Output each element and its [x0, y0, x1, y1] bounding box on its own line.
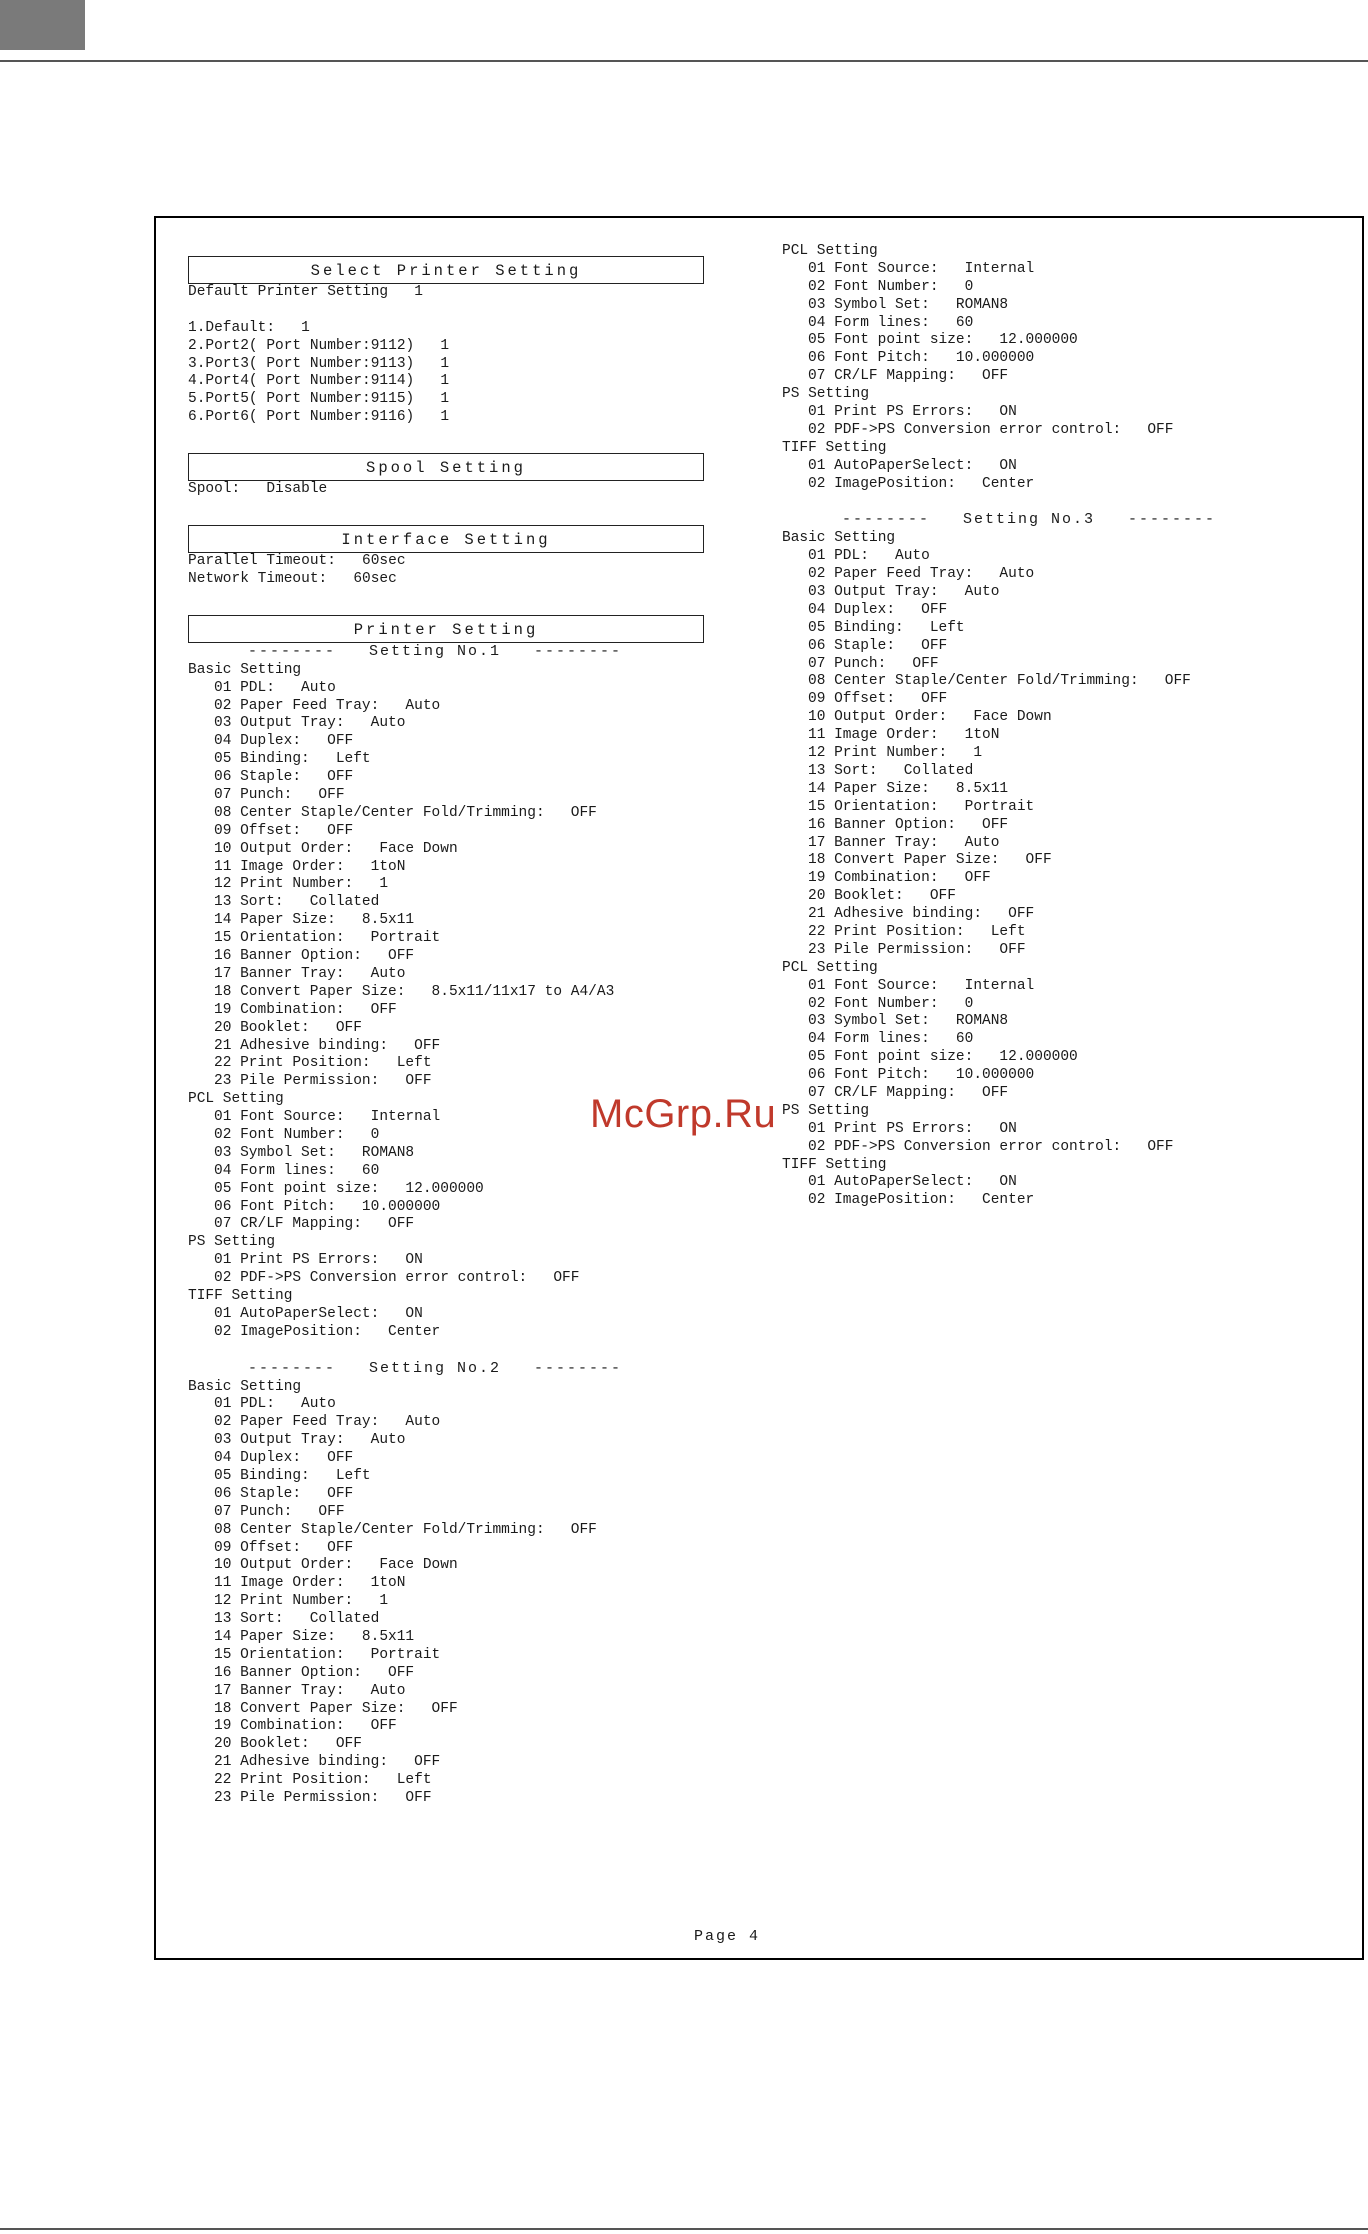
- setting-line: 01 Print PS Errors: ON: [808, 404, 1017, 421]
- setting-line: 02 Font Number: 0: [214, 1126, 380, 1143]
- ps-setting-label: PS Setting: [188, 1234, 276, 1251]
- setting-line: 07 CR/LF Mapping: OFF: [808, 368, 1009, 385]
- setting3-pcl-list: [782, 978, 1342, 1103]
- setting-line: 03 Output Tray: Auto: [214, 1432, 406, 1449]
- setting-line: 04 Form lines: 60: [808, 314, 974, 331]
- left-column: [188, 256, 748, 1808]
- setting-line: 18 Convert Paper Size: 8.5x11/11x17 to A4/A3: [214, 983, 615, 1000]
- setting-line: 20 Booklet: OFF: [214, 1736, 362, 1753]
- setting-line: 07 Punch: OFF: [214, 1503, 345, 1520]
- setting-line: 05 Binding: Left: [808, 619, 965, 636]
- setting-line: 2.Port2( Port Number:9112) 1: [188, 337, 450, 354]
- setting-line: 04 Duplex: OFF: [214, 1450, 354, 1467]
- right-column: [782, 243, 1342, 1210]
- setting-line: 02 Paper Feed Tray: Auto: [808, 566, 1035, 583]
- setting-line: 07 Punch: OFF: [214, 787, 345, 804]
- setting-line: 06 Staple: OFF: [214, 1485, 354, 1502]
- setting-line: 07 CR/LF Mapping: OFF: [808, 1084, 1009, 1101]
- setting2-tiff-list: [782, 458, 1342, 494]
- setting-line: 06 Font Pitch: 10.000000: [214, 1198, 441, 1215]
- printer-setting-title: Printer Setting: [188, 615, 704, 643]
- watermark-text: McGrp.Ru: [590, 1092, 777, 1136]
- tiff-setting-label: TIFF Setting: [188, 1287, 293, 1304]
- ps-setting-label: PS Setting: [782, 1102, 870, 1119]
- setting-line: 3.Port3( Port Number:9113) 1: [188, 355, 450, 372]
- setting-no-2-heading: -------- Setting No.2 --------: [248, 1359, 623, 1377]
- setting-line: 10 Output Order: Face Down: [214, 840, 458, 857]
- setting-no-1-heading: -------- Setting No.1 --------: [248, 642, 623, 660]
- setting-line: 20 Booklet: OFF: [808, 888, 956, 905]
- setting2-ps-list: [782, 404, 1342, 440]
- basic-setting-label: Basic Setting: [188, 1378, 302, 1395]
- setting-line: 6.Port6( Port Number:9116) 1: [188, 409, 450, 426]
- setting-line: 17 Banner Tray: Auto: [808, 834, 1000, 851]
- setting-line: 02 PDF->PS Conversion error control: OFF: [214, 1270, 580, 1287]
- setting-line: 12 Print Number: 1: [214, 876, 389, 893]
- setting-line: 02 ImagePosition: Center: [214, 1323, 441, 1340]
- setting-line: 11 Image Order: 1toN: [214, 858, 406, 875]
- setting-line: 21 Adhesive binding: OFF: [214, 1754, 441, 1771]
- setting-line: 06 Font Pitch: 10.000000: [808, 1067, 1035, 1084]
- setting-line: 04 Form lines: 60: [808, 1031, 974, 1048]
- setting-line: 18 Convert Paper Size: OFF: [808, 852, 1052, 869]
- setting-line: 16 Banner Option: OFF: [214, 1664, 415, 1681]
- pcl-setting-label: PCL Setting: [782, 243, 878, 259]
- setting-line: 02 PDF->PS Conversion error control: OFF: [808, 1138, 1174, 1155]
- setting-line: 01 AutoPaperSelect: ON: [214, 1305, 423, 1322]
- setting-line: 13 Sort: Collated: [214, 894, 380, 911]
- setting-line: 04 Duplex: OFF: [214, 733, 354, 750]
- setting-line: 16 Banner Option: OFF: [808, 816, 1009, 833]
- setting-line: 06 Staple: OFF: [214, 769, 354, 786]
- setting-line: 15 Orientation: Portrait: [214, 1646, 441, 1663]
- setting-line: 18 Convert Paper Size: OFF: [214, 1700, 458, 1717]
- setting-line: 01 Font Source: Internal: [808, 260, 1035, 277]
- setting-line: 06 Staple: OFF: [808, 637, 948, 654]
- setting-line: 06 Font Pitch: 10.000000: [808, 350, 1035, 367]
- setting-line: 01 PDL: Auto: [808, 548, 930, 565]
- setting-line: 03 Symbol Set: ROMAN8: [808, 1013, 1009, 1030]
- setting-line: 08 Center Staple/Center Fold/Trimming: OFF: [214, 1521, 597, 1538]
- setting-line: 21 Adhesive binding: OFF: [808, 906, 1035, 923]
- setting-line: 13 Sort: Collated: [214, 1611, 380, 1628]
- setting-line: 02 Font Number: 0: [808, 278, 974, 295]
- setting1-basic-list: [188, 680, 748, 1091]
- setting-line: 22 Print Position: Left: [214, 1772, 432, 1789]
- port-list: [188, 320, 748, 427]
- setting-line: 22 Print Position: Left: [808, 923, 1026, 940]
- setting-line: 23 Pile Permission: OFF: [214, 1073, 432, 1090]
- setting-line: 23 Pile Permission: OFF: [808, 941, 1026, 958]
- setting-line: 01 Print PS Errors: ON: [214, 1252, 423, 1269]
- setting1-tiff-list: [188, 1306, 748, 1342]
- setting3-ps-list: [782, 1121, 1342, 1157]
- setting-line: 19 Combination: OFF: [214, 1001, 397, 1018]
- setting-line: 08 Center Staple/Center Fold/Trimming: OFF: [808, 673, 1191, 690]
- setting-line: 1.Default: 1: [188, 319, 310, 336]
- setting-line: 01 PDL: Auto: [214, 679, 336, 696]
- setting-line: 01 AutoPaperSelect: ON: [808, 1174, 1017, 1191]
- interface-title: Interface Setting: [188, 525, 704, 553]
- setting-line: 09 Offset: OFF: [214, 1539, 354, 1556]
- setting-line: 12 Print Number: 1: [214, 1593, 389, 1610]
- basic-setting-label: Basic Setting: [782, 530, 896, 547]
- setting-line: 05 Binding: Left: [214, 1467, 371, 1484]
- spool-value: Spool: Disable: [188, 481, 328, 498]
- ps-setting-label: PS Setting: [782, 386, 870, 403]
- setting-line: 07 CR/LF Mapping: OFF: [214, 1216, 415, 1233]
- setting-line: 11 Image Order: 1toN: [808, 727, 1000, 744]
- setting-line: 05 Binding: Left: [214, 751, 371, 768]
- default-printer-setting: Default Printer Setting 1: [188, 284, 423, 300]
- setting-line: 05 Font point size: 12.000000: [808, 1049, 1078, 1066]
- setting-line: 05 Font point size: 12.000000: [808, 332, 1078, 349]
- setting-line: 13 Sort: Collated: [808, 762, 974, 779]
- setting-line: 16 Banner Option: OFF: [214, 948, 415, 965]
- corner-tab: [0, 0, 85, 50]
- parallel-timeout: Parallel Timeout: 60sec: [188, 553, 406, 570]
- setting-line: 02 Paper Feed Tray: Auto: [214, 1414, 441, 1431]
- setting-line: 09 Offset: OFF: [808, 691, 948, 708]
- setting-line: 01 Print PS Errors: ON: [808, 1120, 1017, 1137]
- setting-line: 02 ImagePosition: Center: [808, 475, 1035, 492]
- setting-line: 14 Paper Size: 8.5x11: [214, 1629, 415, 1645]
- network-timeout: Network Timeout: 60sec: [188, 570, 397, 587]
- setting-line: 17 Banner Tray: Auto: [214, 1682, 406, 1699]
- setting-line: 01 PDL: Auto: [214, 1396, 336, 1413]
- tiff-setting-label: TIFF Setting: [782, 439, 887, 456]
- setting-line: 5.Port5( Port Number:9115) 1: [188, 391, 450, 408]
- select-printer-title: Select Printer Setting: [188, 256, 704, 284]
- setting-line: 14 Paper Size: 8.5x11: [808, 780, 1009, 797]
- setting-line: 04 Duplex: OFF: [808, 601, 948, 618]
- bottom-rule: [0, 2228, 1368, 2230]
- setting-line: 4.Port4( Port Number:9114) 1: [188, 373, 450, 390]
- setting-line: 08 Center Staple/Center Fold/Trimming: OFF: [214, 804, 597, 821]
- setting-line: 04 Form lines: 60: [214, 1162, 380, 1179]
- top-rule: [0, 60, 1368, 62]
- setting-line: 11 Image Order: 1toN: [214, 1575, 406, 1592]
- setting-line: 09 Offset: OFF: [214, 822, 354, 839]
- setting-line: 07 Punch: OFF: [808, 655, 939, 672]
- setting1-ps-list: [188, 1252, 748, 1288]
- setting-line: 10 Output Order: Face Down: [808, 709, 1052, 726]
- setting-line: 12 Print Number: 1: [808, 745, 983, 762]
- page-number: Page 4: [694, 1928, 761, 1945]
- setting-line: 23 Pile Permission: OFF: [214, 1790, 432, 1807]
- setting-line: 21 Adhesive binding: OFF: [214, 1037, 441, 1054]
- setting-line: 14 Paper Size: 8.5x11: [214, 912, 415, 929]
- setting-line: 01 AutoPaperSelect: ON: [808, 457, 1017, 474]
- setting-line: 15 Orientation: Portrait: [214, 930, 441, 947]
- spool-title: Spool Setting: [188, 453, 704, 481]
- basic-setting-label: Basic Setting: [188, 661, 302, 678]
- pcl-setting-label: PCL Setting: [188, 1091, 284, 1108]
- setting-line: 01 Font Source: Internal: [214, 1109, 441, 1126]
- setting-line: 02 ImagePosition: Center: [808, 1192, 1035, 1209]
- tiff-setting-label: TIFF Setting: [782, 1156, 887, 1173]
- setting2-pcl-list: [782, 261, 1342, 386]
- pcl-setting-label: PCL Setting: [782, 959, 878, 976]
- setting-line: 02 PDF->PS Conversion error control: OFF: [808, 421, 1174, 438]
- setting-line: 03 Symbol Set: ROMAN8: [808, 296, 1009, 313]
- setting-line: 01 Font Source: Internal: [808, 977, 1035, 994]
- setting-line: 03 Output Tray: Auto: [214, 715, 406, 732]
- setting-line: 15 Orientation: Portrait: [808, 798, 1035, 815]
- setting-line: 05 Font point size: 12.000000: [214, 1180, 484, 1197]
- setting-line: 03 Symbol Set: ROMAN8: [214, 1144, 415, 1161]
- setting-no-3-heading: -------- Setting No.3 --------: [842, 511, 1217, 529]
- setting3-tiff-list: [782, 1174, 1342, 1210]
- setting-line: 19 Combination: OFF: [214, 1718, 397, 1735]
- setting-line: 02 Paper Feed Tray: Auto: [214, 697, 441, 714]
- setting2-basic-list: [188, 1396, 748, 1807]
- setting-line: 22 Print Position: Left: [214, 1055, 432, 1072]
- setting-line: 03 Output Tray: Auto: [808, 584, 1000, 601]
- setting-line: 10 Output Order: Face Down: [214, 1557, 458, 1574]
- setting-line: 19 Combination: OFF: [808, 870, 991, 887]
- setting3-basic-list: [782, 548, 1342, 959]
- setting-line: 20 Booklet: OFF: [214, 1019, 362, 1036]
- setting-line: 17 Banner Tray: Auto: [214, 965, 406, 982]
- setting-line: 02 Font Number: 0: [808, 995, 974, 1012]
